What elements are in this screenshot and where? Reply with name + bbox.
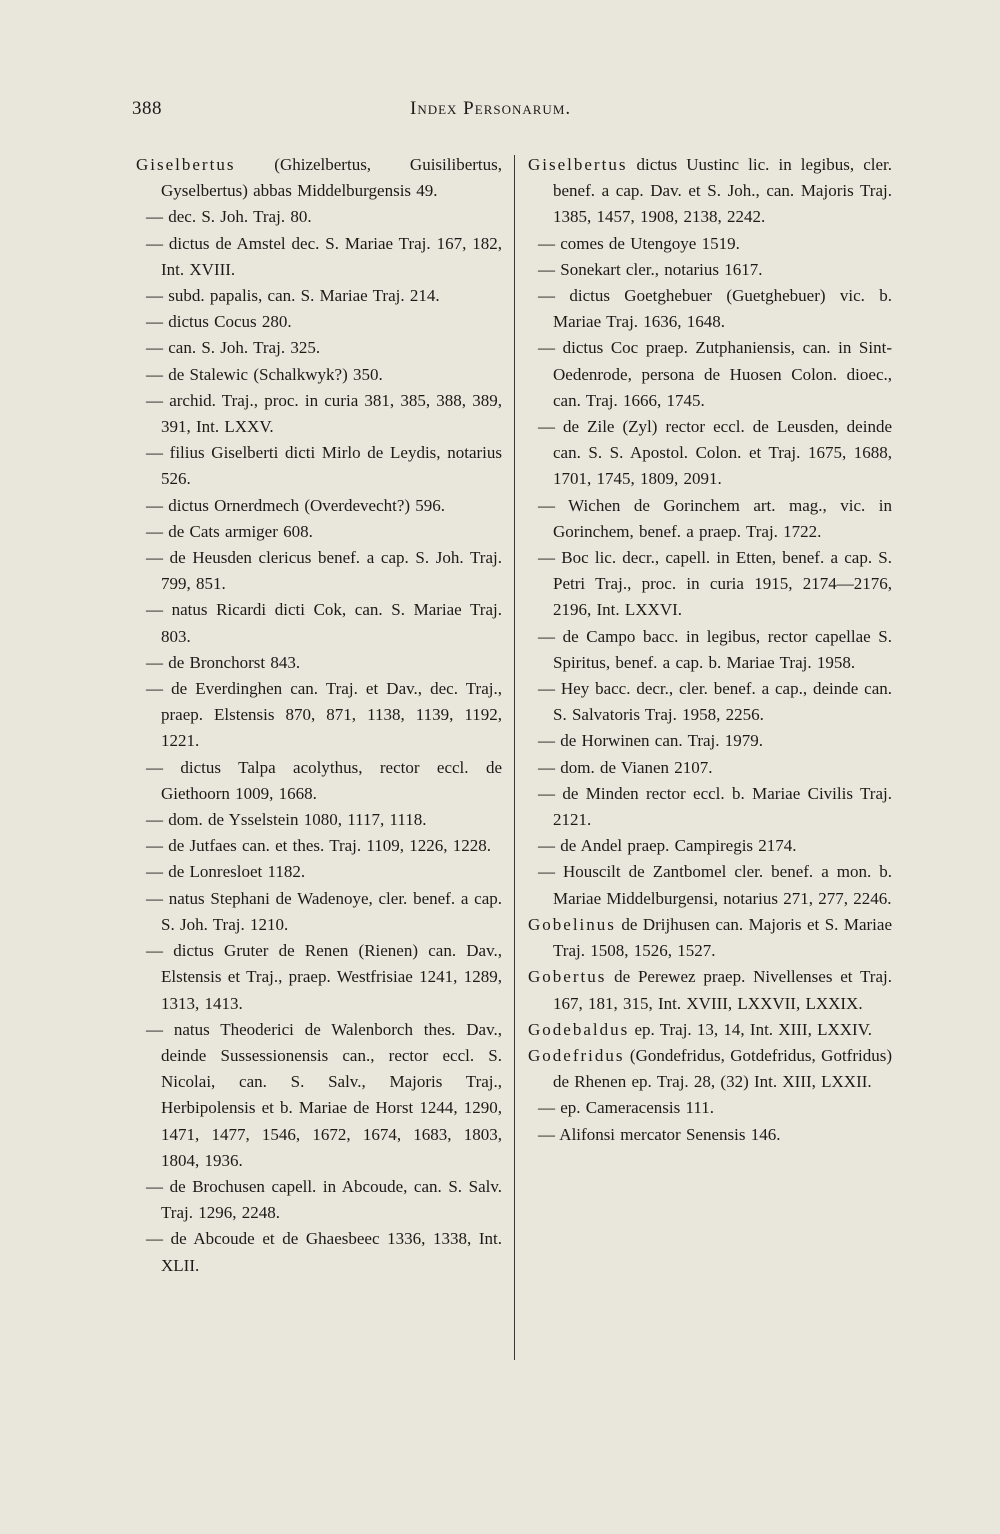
index-entry-heading xyxy=(528,152,892,231)
index-subentry xyxy=(136,755,502,807)
index-subentry xyxy=(136,597,502,649)
entry-text: — natus Stephani de Wadenoye, cler. benef. a cap. S. Joh. Traj. 1210. xyxy=(146,888,502,934)
index-subentry xyxy=(136,440,502,492)
entry-text: de Perewez praep. Nivellenses et Traj. 167, 181, 315, Int. XVIII, LXXVII, LXXIX. xyxy=(553,967,892,1013)
index-subentry xyxy=(136,650,502,676)
entry-name: Giselbertus xyxy=(528,155,628,174)
entry-text: — dictus Coc praep. Zutphaniensis, can. in Sint-Oedenrode, persona de Huosen Colon. dioec., can. Traj. 1666, 1745. xyxy=(538,338,892,410)
index-entry-heading xyxy=(136,152,502,204)
entry-text: — de Horwinen can. Traj. 1979. xyxy=(538,731,764,751)
entry-text: — de Zile (Zyl) rector eccl. de Leusden, deinde can. S. S. Apostol. Colon. et Traj. 1675, 1688, 1701, 1745, 1809, 2091. xyxy=(538,417,892,489)
index-subentry xyxy=(136,493,502,519)
entry-text: — de Bronchorst 843. xyxy=(146,652,301,672)
entry-text: — de Jutfaes can. et thes. Traj. 1109, 1226, 1228. xyxy=(146,836,492,856)
index-entry-heading xyxy=(528,1017,892,1043)
entry-text: — de Brochusen capell. in Abcoude, can. S. Salv. Traj. 1296, 2248. xyxy=(146,1176,502,1223)
right-column xyxy=(528,152,892,1148)
index-subentry xyxy=(136,807,502,833)
index-subentry xyxy=(528,493,892,545)
index-subentry xyxy=(528,1122,892,1148)
running-title: Index Personarum. xyxy=(410,98,572,119)
entry-text: — dictus de Amstel dec. S. Mariae Traj. 167, 182, Int. XVIII. xyxy=(146,233,502,279)
index-subentry xyxy=(528,833,892,859)
entry-text: — filius Giselberti dicti Mirlo de Leydis, notarius 526. xyxy=(146,443,502,489)
entry-text: — dictus Ornerdmech (Overdevecht?) 596. xyxy=(146,495,446,515)
index-subentry xyxy=(136,676,502,755)
entry-name: Godefridus xyxy=(528,1045,625,1065)
entry-text: — dom. de Ysselstein 1080, 1117, 1118. xyxy=(146,810,427,830)
entry-text: — de Heusden clericus benef. a cap. S. Joh. Traj. 799, 851. xyxy=(146,548,502,594)
index-subentry xyxy=(136,519,502,545)
entry-text: ep. Traj. 13, 14, Int. XIII, LXXIV. xyxy=(629,1019,873,1039)
entry-name: Gobertus xyxy=(528,967,607,987)
index-subentry xyxy=(528,676,892,728)
index-subentry xyxy=(528,283,892,335)
entry-text: — ep. Cameracensis 111. xyxy=(538,1098,714,1118)
left-column xyxy=(136,152,502,1279)
entry-text: — de Campo bacc. in legibus, rector capellae S. Spiritus, benef. a cap. b. Mariae Traj. 1958. xyxy=(538,626,892,672)
index-subentry xyxy=(528,624,892,676)
entry-text: — Alifonsi mercator Senensis 146. xyxy=(538,1124,781,1144)
index-subentry xyxy=(528,728,892,754)
entry-text: (Ghizelbertus, Guisilibertus, Gyselbertus) abbas Middelburgensis 49. xyxy=(161,155,502,201)
index-entry-heading xyxy=(528,1043,892,1095)
entry-text: — Hey bacc. decr., cler. benef. a cap., deinde can. S. Salvatoris Traj. 1958, 2256. xyxy=(538,679,892,725)
page-header xyxy=(132,98,892,128)
index-subentry xyxy=(136,1174,502,1226)
index-subentry xyxy=(136,362,502,388)
entry-text: — Houscilt de Zantbomel cler. benef. a mon. b. Mariae Middelburgensi, notarius 271, 277, 2246. xyxy=(538,862,892,908)
index-subentry xyxy=(136,309,502,335)
entry-text: — de Cats armiger 608. xyxy=(146,521,313,541)
entry-text: — Wichen de Gorinchem art. mag., vic. in Gorinchem, benef. a praep. Traj. 1722. xyxy=(538,495,892,541)
entry-text: — dom. de Vianen 2107. xyxy=(538,757,713,777)
index-subentry xyxy=(136,283,502,309)
entry-text: — Boc lic. decr., capell. in Etten, benef. a cap. S. Petri Traj., proc. in curia 1915, 2174—2176, 2196, Int. LXXVI. xyxy=(538,548,892,620)
entry-text: dictus Uustinc lic. in legibus, cler. benef. a cap. Dav. et S. Joh., can. Majoris Traj. 1385, 1457, 1908, 2138, 2242. xyxy=(553,155,892,227)
entry-text: — de Minden rector eccl. b. Mariae Civilis Traj. 2121. xyxy=(538,783,892,830)
page-number: 388 xyxy=(132,98,162,119)
entry-name: Godebaldus xyxy=(528,1019,630,1039)
index-subentry xyxy=(136,1017,502,1174)
entry-text: — archid. Traj., proc. in curia 381, 385, 388, 389, 391, Int. LXXV. xyxy=(146,390,502,437)
index-subentry xyxy=(136,938,502,1017)
entry-text: — de Andel praep. Campiregis 2174. xyxy=(538,836,797,856)
entry-text: — dictus Goetghebuer (Guetghebuer) vic. b. Mariae Traj. 1636, 1648. xyxy=(538,286,892,332)
entry-text: — de Lonresloet 1182. xyxy=(146,862,306,882)
index-entry-heading xyxy=(528,964,892,1016)
entry-text: — natus Ricardi dicti Cok, can. S. Mariae Traj. 803. xyxy=(146,600,502,646)
entry-text: — dictus Talpa acolythus, rector eccl. de Giethoorn 1009, 1668. xyxy=(146,757,502,803)
entry-text: — comes de Utengoye 1519. xyxy=(538,233,740,253)
entry-text: — subd. papalis, can. S. Mariae Traj. 214. xyxy=(146,286,440,306)
index-subentry xyxy=(528,335,892,414)
entry-text: — dictus Gruter de Renen (Rienen) can. Dav., Elstensis et Traj., praep. Westfrisiae 1241, 1289, 1313, 1413. xyxy=(146,941,502,1013)
entry-text: — de Everdinghen can. Traj. et Dav., dec. Traj., praep. Elstensis 870, 871, 1138, 1139, 1192, 1221. xyxy=(146,679,502,751)
entry-text: — can. S. Joh. Traj. 325. xyxy=(146,338,321,358)
index-subentry xyxy=(136,204,502,230)
index-subentry xyxy=(136,886,502,938)
index-subentry xyxy=(528,231,892,257)
column-divider xyxy=(514,155,515,1360)
index-subentry xyxy=(528,1095,892,1121)
index-subentry xyxy=(136,231,502,283)
entry-text: — de Stalewic (Schalkwyk?) 350. xyxy=(146,364,383,384)
index-subentry xyxy=(136,545,502,597)
index-subentry xyxy=(528,545,892,624)
entry-text: — dec. S. Joh. Traj. 80. xyxy=(146,207,312,227)
index-subentry xyxy=(528,859,892,911)
entry-text: — natus Theoderici de Walenborch thes. Dav., deinde Sussessionensis can., rector eccl. S. Nicolai, can. S. Salv., Majoris Traj., Herbipolensis et b. Mariae de Horst 1244, 1290, 1471, 1477, 1546, 1672, 1674, 1683, 1803, 1804, 1936. xyxy=(146,1019,502,1170)
index-subentry xyxy=(136,335,502,361)
entry-text: — dictus Cocus 280. xyxy=(146,312,292,332)
index-subentry xyxy=(528,414,892,493)
entry-name: Giselbertus xyxy=(136,155,236,174)
index-subentry xyxy=(528,781,892,833)
index-subentry xyxy=(136,833,502,859)
index-subentry xyxy=(136,388,502,440)
entry-name: Gobelinus xyxy=(528,914,616,934)
entry-text: — Sonekart cler., notarius 1617. xyxy=(538,259,763,279)
index-subentry xyxy=(136,859,502,885)
entry-text: (Gondefridus, Gotdefridus, Gotfridus) de Rhenen ep. Traj. 28, (32) Int. XIII, LXXII. xyxy=(553,1045,892,1092)
index-entry-heading xyxy=(528,912,892,964)
entry-text: — de Abcoude et de Ghaesbeec 1336, 1338, Int. XLII. xyxy=(146,1229,502,1275)
index-subentry xyxy=(528,257,892,283)
index-subentry xyxy=(136,1226,502,1278)
index-subentry xyxy=(528,755,892,781)
entry-text: de Drijhusen can. Majoris et S. Mariae Traj. 1508, 1526, 1527. xyxy=(553,914,892,961)
